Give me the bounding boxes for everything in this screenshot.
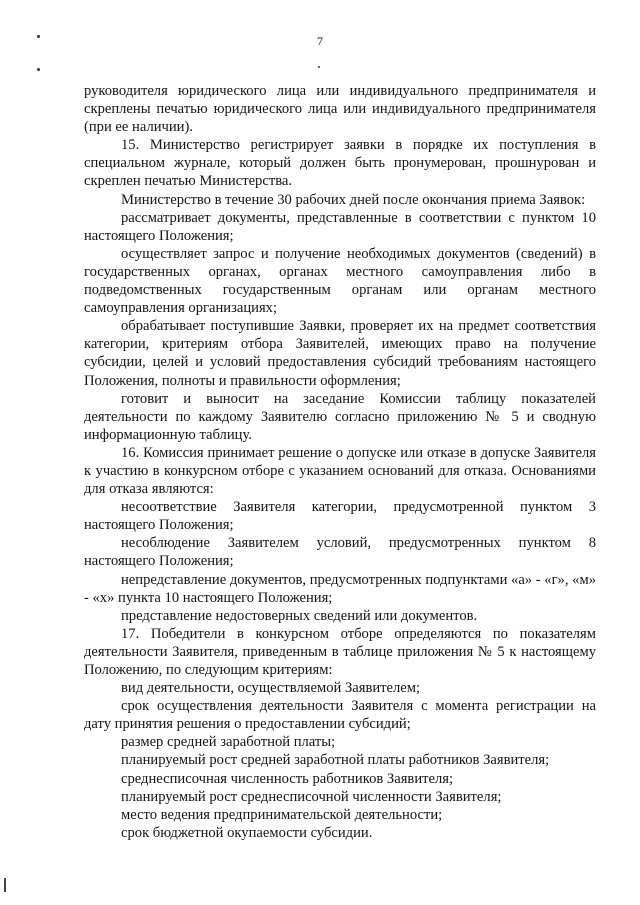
paragraph: вид деятельности, осуществляемой Заявителем; [121,680,421,697]
paragraph: среднесписочная численность работников Заявителя; [121,770,454,787]
scan-speck [37,68,40,71]
paragraph: срок осуществления деятельности Заявителя с момента регистрации на дату принятия решения о предоставлении субсидий; [84,698,596,733]
paragraph: несоответствие Заявителя категории, предусмотренной пунктом 3 настоящего Положения; [84,499,596,534]
paragraph: планируемый рост средней заработной платы работников Заявителя; [121,752,550,769]
paragraph: место ведения предпринимательской деятельности; [121,806,443,823]
document-body [84,82,596,842]
paragraph: осуществляет запрос и получение необходимых документов (сведений) в государственных органах, органах местного самоуправления либо в подведомственных государственным органам или органам местного самоуправления организациях; [84,245,596,317]
paragraph: непредставление документов, предусмотренных подпунктами «а» - «г», «м» - «х» пункта 10 настоящего Положения; [84,571,596,606]
paragraph: 17. Победители в конкурсном отборе определяются по показателям деятельности Заявителя, приведенным в таблице приложения № 5 к настоящему Положению, по следующим критериям: [84,625,596,678]
paragraph: планируемый рост среднесписочной численности Заявителя; [121,788,502,805]
paragraph: обрабатывает поступившие Заявки, проверяет их на предмет соответствия категории, критериям отбора Заявителей, имеющих право на получение субсидии, целей и условий предоставления субсидий требованиям настоящего Положения, полноты и правильности оформления; [84,318,596,389]
paragraph: рассматривает документы, представленные в соответствии с пунктом 10 настоящего Положения; [84,209,596,244]
paragraph: 15. Министерство регистрирует заявки в порядке их поступления в специальном журнале, который должен быть пронумерован, прошнурован и скреплен печатью Министерства. [84,137,596,190]
page-number: 7 [317,34,323,48]
scan-edge-mark [4,878,6,892]
paragraph: руководителя юридического лица или индивидуального предпринимателя и скреплены печатью юридического лица или индивидуального предпринимателя (при ее наличии). [84,83,596,136]
scan-speck [37,35,40,38]
paragraph: несоблюдение Заявителем условий, предусмотренных пунктом 8 настоящего Положения; [84,535,596,570]
scan-speck [318,66,320,68]
paragraph: Министерство в течение 30 рабочих дней после окончания приема Заявок: [121,191,586,208]
paragraph: готовит и выносит на заседание Комиссии таблицу показателей деятельности по каждому Заявителю согласно приложению № 5 и сводную информационную таблицу. [84,390,596,443]
paragraph: 16. Комиссия принимает решение о допуске или отказе в допуске Заявителя к участию в конкурсном отборе с указанием оснований для отказа. Основаниями для отказа являются: [84,444,596,498]
paragraph: размер средней заработной платы; [121,734,336,751]
paragraph: представление недостоверных сведений или документов. [121,607,478,624]
paragraph: срок бюджетной окупаемости субсидии. [121,824,373,841]
